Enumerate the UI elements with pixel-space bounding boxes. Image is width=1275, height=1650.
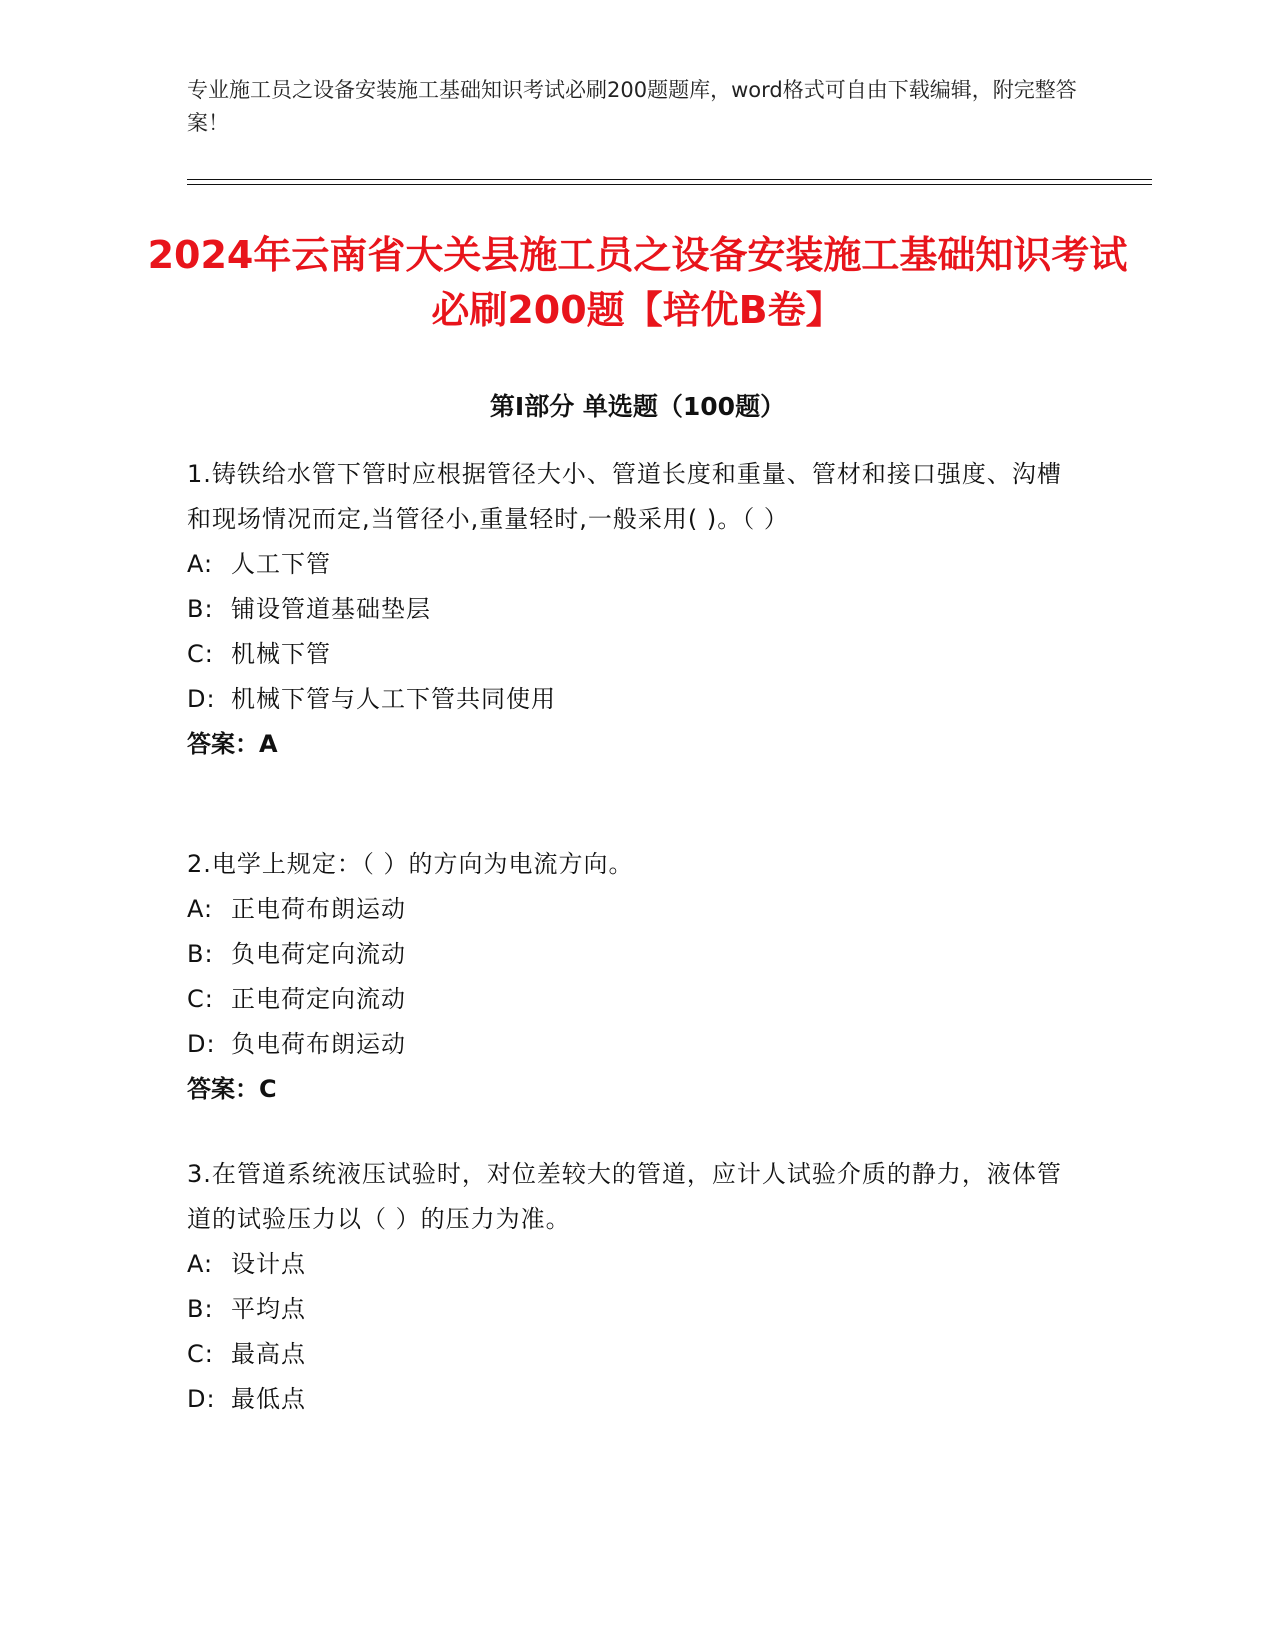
question-option (187, 1242, 1067, 1287)
question-answer: 答案：A (187, 730, 278, 758)
question-option (187, 977, 1067, 1022)
option-text: 铺设管道基础垫层 (231, 595, 431, 623)
question-stem: 3.在管道系统液压试验时，对位差较大的管道，应计人试验介质的静力，液体管道的试验压力以（ ）的压力为准。 (187, 1160, 1062, 1233)
option-text: 平均点 (231, 1295, 306, 1323)
option-text: 最低点 (231, 1385, 306, 1413)
header-rule-bottom (187, 184, 1152, 185)
document-title: 2024年云南省大关县施工员之设备安装施工基础知识考试必刷200题【培优B卷】 (147, 233, 1128, 332)
header-note: 专业施工员之设备安装施工基础知识考试必刷200题题库，word格式可自由下载编辑，附完整答案！ (187, 78, 1077, 135)
option-letter: B: (187, 1295, 214, 1323)
question-stem: 1.铸铁给水管下管时应根据管径大小、管道长度和重量、管材和接口强度、沟槽和现场情况而定,当管径小,重量轻时,一般采用( )。（ ） (187, 460, 1062, 533)
option-text: 人工下管 (231, 550, 331, 578)
option-text: 正电荷布朗运动 (231, 895, 406, 923)
option-letter: D: (187, 1030, 216, 1058)
option-letter: B: (187, 595, 214, 623)
question-stem: 2.电学上规定：（ ）的方向为电流方向。 (187, 850, 634, 878)
option-letter: A: (187, 1250, 214, 1278)
option-letter: B: (187, 940, 214, 968)
question-option (187, 1022, 1067, 1067)
question-3 (187, 1152, 1067, 1422)
option-text: 负电荷定向流动 (231, 940, 406, 968)
question-option (187, 1377, 1067, 1422)
option-text: 机械下管 (231, 640, 331, 668)
question-option (187, 677, 1067, 722)
option-text: 正电荷定向流动 (231, 985, 406, 1013)
option-letter: C: (187, 985, 214, 1013)
question-option (187, 932, 1067, 977)
question-1 (187, 452, 1067, 767)
option-text: 负电荷布朗运动 (231, 1030, 406, 1058)
option-letter: D: (187, 685, 216, 713)
section-title: 第I部分 单选题（100题） (489, 392, 786, 421)
question-option (187, 542, 1067, 587)
option-text: 最高点 (231, 1340, 306, 1368)
option-letter: A: (187, 550, 214, 578)
question-answer: 答案：C (187, 1075, 277, 1103)
option-letter: D: (187, 1385, 216, 1413)
option-text: 设计点 (231, 1250, 306, 1278)
option-letter: C: (187, 1340, 214, 1368)
question-option (187, 1287, 1067, 1332)
question-2 (187, 842, 1067, 1112)
header-rule-top (187, 179, 1152, 180)
option-letter: A: (187, 895, 214, 923)
option-text: 机械下管与人工下管共同使用 (231, 685, 556, 713)
question-option (187, 587, 1067, 632)
option-letter: C: (187, 640, 214, 668)
question-option (187, 887, 1067, 932)
question-option (187, 1332, 1067, 1377)
question-option (187, 632, 1067, 677)
